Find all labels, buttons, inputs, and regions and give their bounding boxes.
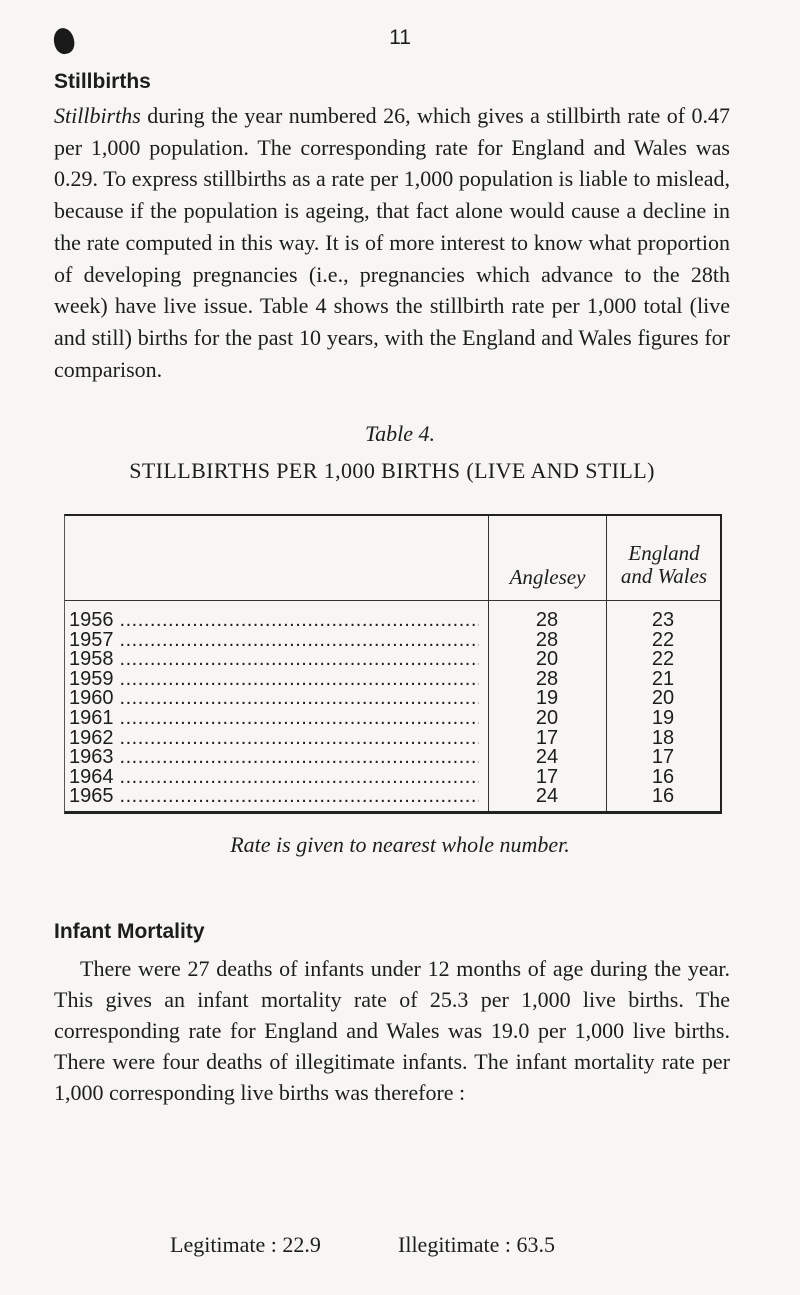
table-row — [65, 707, 720, 728]
row-year: 1963 ..... — [69, 746, 479, 769]
col-header-and-wales: and Wales — [620, 564, 708, 588]
row-year: 1956 ..... — [69, 609, 479, 632]
row-anglesey-rate: 28 — [535, 667, 559, 690]
table-row — [65, 766, 720, 787]
table-row — [65, 727, 720, 748]
col-header-england-wales — [607, 542, 721, 588]
table-row — [65, 668, 720, 689]
row-anglesey-rate: 20 — [535, 707, 559, 729]
row-anglesey-rate: 20 — [535, 648, 559, 671]
row-england-wales-rate: 20 — [651, 687, 675, 710]
table-label: Table 4. — [364, 421, 436, 446]
table-row — [65, 648, 720, 669]
row-england-wales-rate: 18 — [651, 726, 675, 749]
row-year: 1965 ..... — [69, 785, 479, 808]
infant-mortality-paragraph: There were 27 deaths of infants under 12 months of age during the year. This gives an infant mortality rate of 25.3 per 1,000 live births. The corresponding rate for England and Wales was 19.0 per 1,000 live births. There were four deaths of illegitimate infants. The infant mortality rate per 1,000 corresponding live births was therefore : — [54, 956, 730, 1105]
row-england-wales-rate: 19 — [651, 707, 675, 729]
stillbirths-heading: Stillbirths — [54, 70, 151, 93]
row-england-wales-rate: 17 — [651, 746, 675, 769]
row-england-wales-rate: 16 — [651, 785, 675, 808]
row-year: 1961 ..... — [69, 707, 479, 730]
row-england-wales-rate: 23 — [651, 609, 675, 631]
row-year: 1962 ..... — [69, 727, 479, 750]
row-england-wales-rate: 16 — [651, 765, 675, 788]
infant-mortality-heading: Infant Mortality — [54, 920, 205, 943]
table-footnote: Rate is given to nearest whole number. — [230, 832, 570, 857]
row-anglesey-rate: 24 — [535, 746, 559, 769]
row-anglesey-rate: 17 — [535, 726, 559, 749]
col-header-anglesey: Anglesey — [509, 565, 586, 589]
table-row — [65, 746, 720, 767]
stillbirths-paragraph — [54, 100, 730, 385]
stillbirth-table — [64, 514, 722, 814]
row-anglesey-rate: 28 — [535, 628, 559, 651]
legitimate-rate: Legitimate : 22.9 — [170, 1232, 321, 1257]
row-anglesey-rate: 19 — [535, 687, 559, 710]
table-row — [65, 609, 720, 630]
stillbirths-text: during the year numbered 26, which gives a stillbirth rate of 0.47 per 1,000 population. The corresponding rate for England and Wales was 0.29. To express stillbirths as a rate per 1,000 population is liable to mislead, because if the population is ageing, that fact alone would cause a decline in the rate computed in this way. It is of more interest to know what proportion of developing pregnancies (i.e., pregnancies which advance to the 28th week) have live issue. Table 4 shows the stillbirth rate per 1,000 total (live and still) births for the past 10 years, with the England and Wales figures for comparison. — [54, 103, 730, 382]
row-england-wales-rate: 22 — [651, 648, 675, 671]
row-year: 1960 ..... — [69, 687, 479, 710]
row-anglesey-rate: 17 — [535, 765, 559, 788]
row-year: 1958 ..... — [69, 648, 479, 671]
table-title: STILLBIRTHS PER 1,000 BIRTHS (LIVE AND STILL) — [129, 458, 655, 483]
header-rule — [65, 600, 720, 601]
row-year: 1957 ..... — [69, 629, 479, 652]
table-row — [65, 687, 720, 708]
table-row — [65, 785, 720, 806]
table-row — [65, 629, 720, 650]
row-year: 1959 ..... — [69, 668, 479, 691]
row-year: 1964 ..... — [69, 766, 479, 789]
row-anglesey-rate: 28 — [535, 609, 559, 631]
illegitimate-rate: Illegitimate : 63.5 — [398, 1232, 556, 1257]
stillbirths-lead: Stillbirths — [54, 103, 141, 128]
page-number: 11 — [389, 26, 411, 49]
row-anglesey-rate: 24 — [535, 785, 559, 808]
row-england-wales-rate: 21 — [651, 667, 675, 690]
row-england-wales-rate: 22 — [651, 628, 675, 651]
col-header-england: England — [628, 541, 700, 565]
